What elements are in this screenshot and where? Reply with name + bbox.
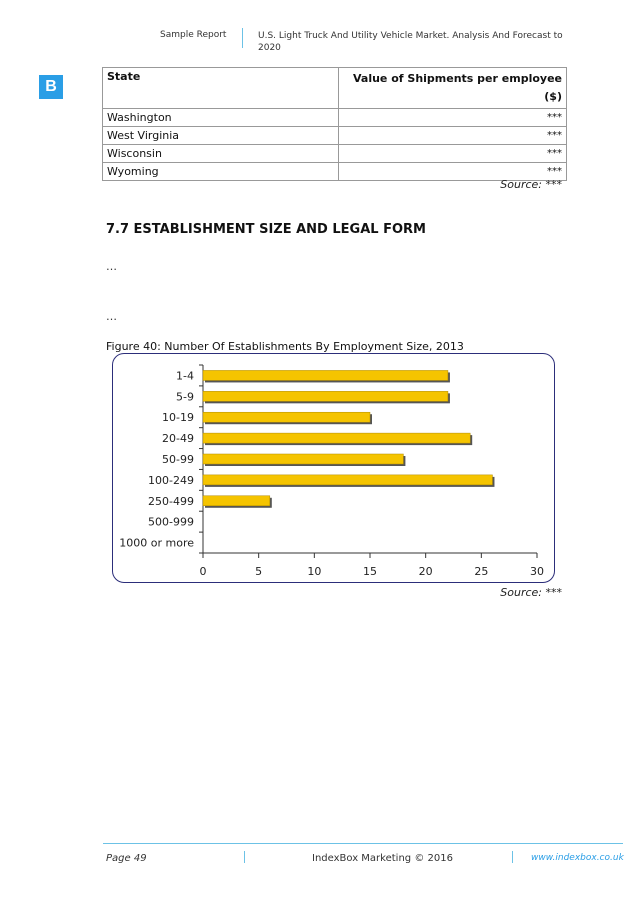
y-tick-label: 5-9 [176, 390, 194, 404]
table-cell-value: *** [339, 127, 567, 145]
bar [203, 454, 403, 464]
y-tick-label: 20-49 [162, 432, 194, 446]
y-tick-label: 1000 or more [119, 536, 194, 550]
bar [203, 433, 470, 443]
header-report-title: U.S. Light Truck And Utility Vehicle Market. Analysis And Forecast to 2020 [258, 31, 563, 53]
footer-divider [244, 851, 245, 863]
y-tick-label: 250-499 [148, 494, 194, 508]
brand-logo-icon: B [39, 75, 63, 99]
section-paragraph-1: … [106, 260, 117, 273]
figure-source: Source: *** [500, 586, 562, 599]
footer-divider [512, 851, 513, 863]
table-cell-value: *** [339, 109, 567, 127]
table-cell-state: Wyoming [103, 163, 339, 181]
footer-copyright: IndexBox Marketing © 2016 [312, 853, 453, 864]
figure-caption: Figure 40: Number Of Establishments By Employment Size, 2013 [106, 340, 464, 353]
section-paragraph-2: … [106, 310, 117, 323]
x-tick-label: 10 [307, 565, 322, 578]
bar [203, 496, 270, 506]
table-cell-value: *** [339, 145, 567, 163]
table-header-state: State [103, 68, 339, 109]
table-cell-state: Wisconsin [103, 145, 339, 163]
header-report-label: Sample Report [160, 30, 227, 40]
y-tick-label: 100-249 [148, 473, 194, 487]
x-tick-label: 20 [418, 565, 433, 578]
bar [203, 370, 448, 380]
section-title: 7.7 ESTABLISHMENT SIZE AND LEGAL FORM [106, 222, 426, 237]
table-cell-state: Washington [103, 109, 339, 127]
bar [203, 412, 370, 422]
x-tick-label: 30 [530, 565, 544, 578]
bar [203, 475, 492, 485]
footer-rule [103, 843, 623, 844]
y-tick-label: 10-19 [162, 411, 194, 425]
x-tick-label: 5 [255, 565, 263, 578]
footer-page-number: Page 49 [106, 853, 147, 864]
x-tick-label: 25 [474, 565, 489, 578]
table-cell-state: West Virginia [103, 127, 339, 145]
x-tick-label: 0 [199, 565, 207, 578]
table-header-value: Value of Shipments per employee ($) [339, 68, 567, 109]
y-tick-label: 500-999 [148, 515, 194, 529]
table-source: Source: *** [500, 178, 562, 191]
bar [203, 391, 448, 401]
x-tick-label: 15 [363, 565, 377, 578]
table-cell-value: *** [339, 163, 567, 181]
footer-website-link[interactable]: www.indexbox.co.uk [531, 853, 624, 863]
y-tick-label: 1-4 [176, 369, 194, 383]
y-tick-label: 50-99 [162, 453, 194, 466]
